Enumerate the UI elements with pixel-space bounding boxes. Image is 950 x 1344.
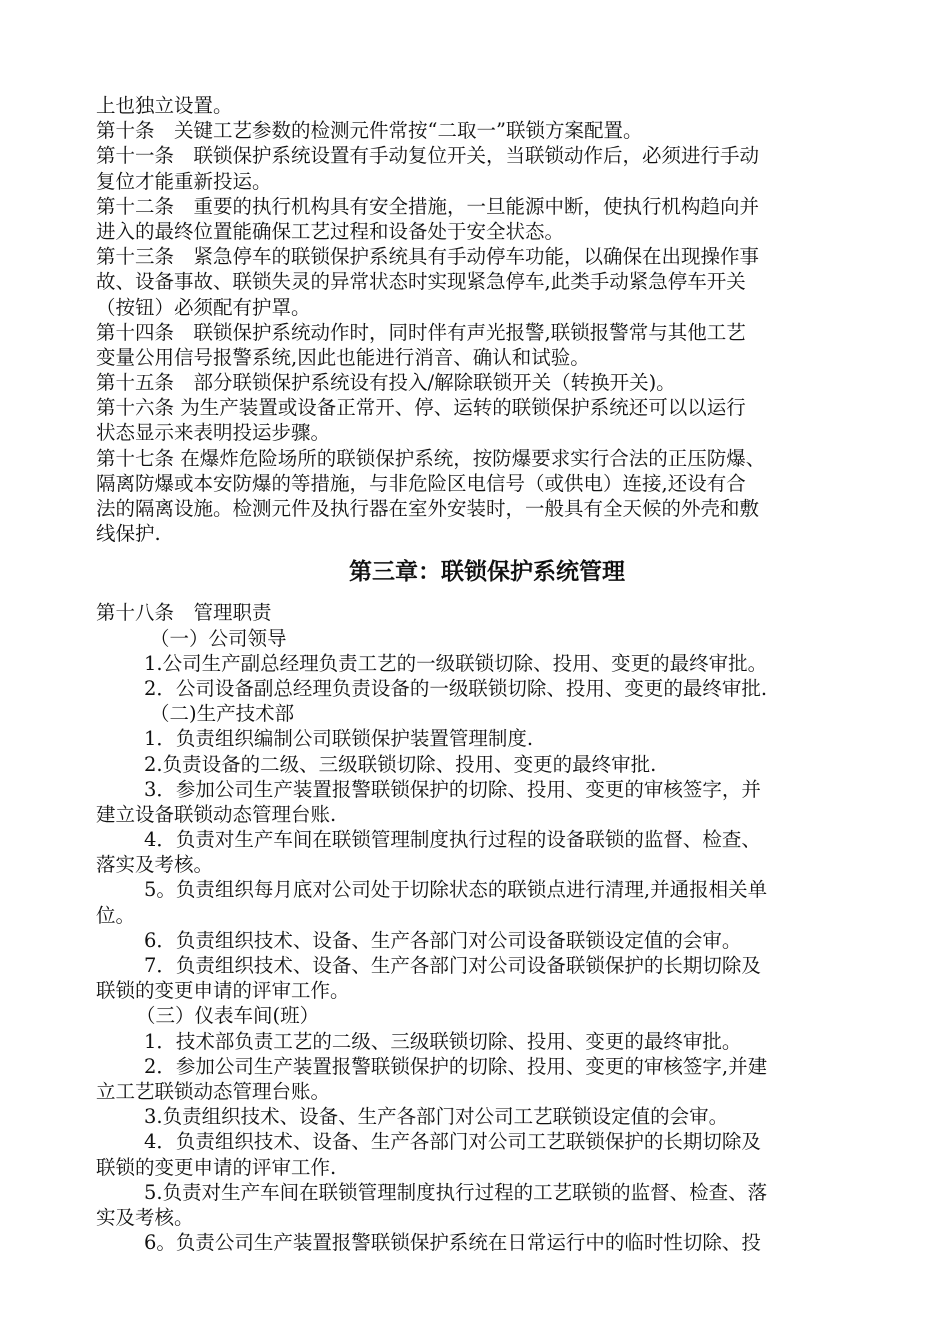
- chapter-title: 第三章：联锁保护系统管理: [349, 559, 625, 586]
- article-17-line: 第十七条 在爆炸危险场所的联锁保护系统，按防爆要求实行合法的正压防爆、: [96, 446, 766, 470]
- list-item: 6。负责公司生产装置报警联锁保护系统在日常运行中的临时性切除、投: [144, 1231, 761, 1255]
- list-item: 2．参加公司生产装置报警联锁保护的切除、投用、变更的审核签字,并建: [144, 1054, 768, 1078]
- list-item: 2．公司设备副总经理负责设备的一级联锁切除、投用、变更的最终审批.: [144, 676, 768, 700]
- list-item: 6．负责组织技术、设备、生产各部门对公司设备联锁设定值的会审。: [144, 928, 742, 952]
- text-line: 状态显示来表明投运步骤。: [96, 421, 331, 445]
- section-company-leaders: [96, 626, 878, 702]
- text-line: 进入的最终位置能确保工艺过程和设备处于安全状态。: [96, 219, 565, 243]
- list-item-continuation: 位。: [96, 903, 136, 927]
- section-production-tech-dept: [96, 701, 878, 1003]
- list-item-continuation: 立工艺联锁动态管理台账。: [96, 1079, 331, 1103]
- article-18-line: 第十八条 管理职责: [96, 601, 272, 625]
- article-12-line: 第十二条 重要的执行机构具有安全措施，一旦能源中断，使执行机构趋向并: [96, 194, 760, 218]
- list-item: 5。负责组织每月底对公司处于切除状态的联锁点进行清理,并通报相关单: [144, 878, 768, 902]
- article-10-line: 第十条 关键工艺参数的检测元件常按“二取一”联锁方案配置。: [96, 119, 643, 143]
- list-item: 1．负责组织编制公司联锁保护装置管理制度.: [144, 727, 534, 751]
- article-14-line: 第十四条 联锁保护系统动作时，同时伴有声光报警,联锁报警常与其他工艺: [96, 320, 746, 344]
- list-item-continuation: 实及考核。: [96, 1205, 194, 1229]
- list-item-continuation: 落实及考核。: [96, 853, 214, 877]
- list-item: 7．负责组织技术、设备、生产各部门对公司设备联锁保护的长期切除及: [144, 954, 761, 977]
- article-11-line: 第十一条 联锁保护系统设置有手动复位开关，当联锁动作后，必须进行手动: [96, 144, 760, 168]
- list-item: 4．负责组织技术、设备、生产各部门对公司工艺联锁保护的长期切除及: [144, 1130, 761, 1154]
- list-item-continuation: 联锁的变更申请的评审工作.: [96, 1155, 337, 1179]
- text-line: 故、设备事故、联锁失灵的异常状态时实现紧急停车,此类手动紧急停车开关: [96, 270, 746, 294]
- text-line: 隔离防爆或本安防爆的等措施，与非危险区电信号（或供电）连接,还设有合: [96, 471, 746, 495]
- list-item: 5.负责对生产车间在联锁管理制度执行过程的工艺联锁的监督、检查、落: [144, 1180, 768, 1204]
- list-item-continuation: 联锁的变更申请的评审工作。: [96, 979, 350, 1003]
- text-line: 线保护.: [96, 522, 161, 546]
- article-13-line: 第十三条 紧急停车的联锁保护系统具有手动停车功能，以确保在出现操作事: [96, 245, 760, 269]
- article-16-line: 第十六条 为生产装置或设备正常开、停、运转的联锁保护系统还可以以运行: [96, 396, 746, 420]
- document-page: [96, 93, 878, 1255]
- list-item: 1.公司生产副总经理负责工艺的一级联锁切除、投用、变更的最终审批。: [144, 651, 768, 675]
- list-item: 3．参加公司生产装置报警联锁保护的切除、投用、变更的审核签字，并: [144, 777, 761, 801]
- list-item-continuation: 建立设备联锁动态管理台账.: [96, 802, 337, 826]
- list-item: 3.负责组织技术、设备、生产各部门对公司工艺联锁设定值的会审。: [144, 1105, 729, 1129]
- section-instrument-workshop: [96, 1003, 878, 1255]
- text-line: 复位才能重新投运。: [96, 169, 272, 193]
- text-line: 变量公用信号报警系统,因此也能进行消音、确认和试验。: [96, 345, 590, 369]
- text-line: 上也独立设置。: [96, 94, 233, 117]
- text-line: （按钮）必须配有护罩。: [96, 295, 311, 319]
- list-item: 1．技术部负责工艺的二级、三级联锁切除、投用、变更的最终审批。: [144, 1029, 742, 1053]
- section-heading: （三）仪表车间(班）: [136, 1004, 320, 1028]
- section-heading: （一）公司领导: [150, 626, 287, 650]
- list-item: 2.负责设备的二级、三级联锁切除、投用、变更的最终审批.: [144, 752, 657, 776]
- upper-text-block: [96, 93, 878, 546]
- text-line: 法的隔离设施。检测元件及执行器在室外安装时，一般具有全天候的外壳和敷: [96, 497, 760, 520]
- list-item: 4．负责对生产车间在联锁管理制度执行过程的设备联锁的监督、检查、: [144, 828, 761, 852]
- section-heading: （二)生产技术部: [150, 702, 295, 726]
- article-15-line: 第十五条 部分联锁保护系统设有投入/解除联锁开关（转换开关)。: [96, 371, 676, 395]
